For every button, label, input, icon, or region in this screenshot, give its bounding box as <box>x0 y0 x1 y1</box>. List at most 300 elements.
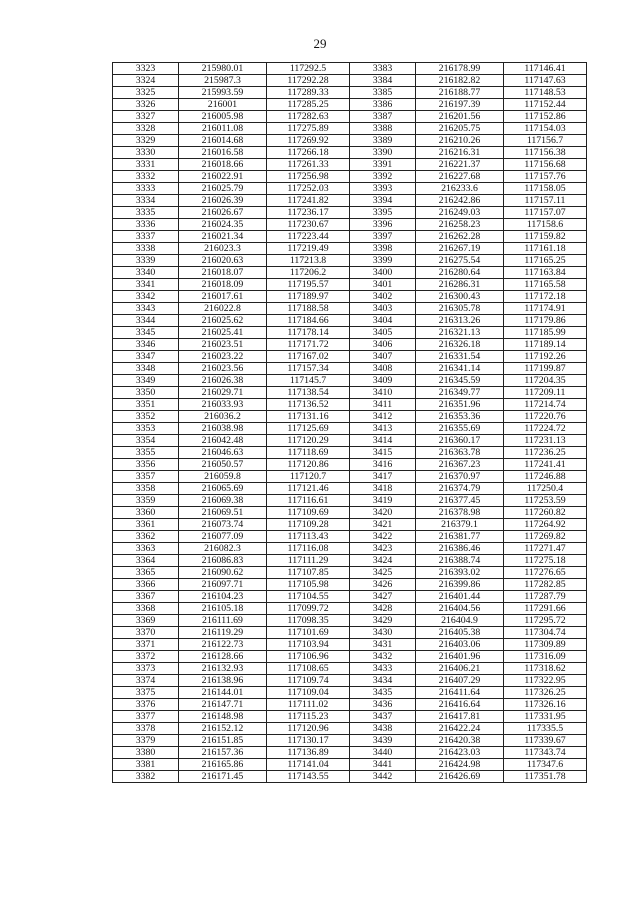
x-coordinate-cell: 216011.08 <box>179 123 267 135</box>
point-number-cell: 3332 <box>113 171 179 183</box>
x-coordinate-cell: 216227.68 <box>416 171 504 183</box>
x-coordinate-cell: 216157.36 <box>179 747 267 759</box>
point-number-cell: 3425 <box>350 567 416 579</box>
table-row <box>113 195 587 207</box>
point-number-cell: 3345 <box>113 327 179 339</box>
y-coordinate-cell: 117158.6 <box>504 219 587 231</box>
point-number-cell: 3340 <box>113 267 179 279</box>
point-number-cell: 3404 <box>350 315 416 327</box>
x-coordinate-cell: 216401.44 <box>416 591 504 603</box>
y-coordinate-cell: 117188.58 <box>267 303 350 315</box>
point-number-cell: 3436 <box>350 699 416 711</box>
x-coordinate-cell: 216407.29 <box>416 675 504 687</box>
y-coordinate-cell: 117109.04 <box>267 687 350 699</box>
y-coordinate-cell: 117159.82 <box>504 231 587 243</box>
y-coordinate-cell: 117285.25 <box>267 99 350 111</box>
table-row <box>113 375 587 387</box>
y-coordinate-cell: 117143.55 <box>267 771 350 783</box>
x-coordinate-cell: 216242.86 <box>416 195 504 207</box>
point-number-cell: 3329 <box>113 135 179 147</box>
point-number-cell: 3336 <box>113 219 179 231</box>
table-row <box>113 567 587 579</box>
x-coordinate-cell: 216411.64 <box>416 687 504 699</box>
x-coordinate-cell: 216178.99 <box>416 63 504 75</box>
y-coordinate-cell: 117120.86 <box>267 459 350 471</box>
y-coordinate-cell: 117351.78 <box>504 771 587 783</box>
point-number-cell: 3378 <box>113 723 179 735</box>
y-coordinate-cell: 117230.67 <box>267 219 350 231</box>
point-number-cell: 3335 <box>113 207 179 219</box>
x-coordinate-cell: 216370.97 <box>416 471 504 483</box>
y-coordinate-cell: 117256.98 <box>267 171 350 183</box>
point-number-cell: 3350 <box>113 387 179 399</box>
x-coordinate-cell: 216331.54 <box>416 351 504 363</box>
x-coordinate-cell: 216416.64 <box>416 699 504 711</box>
x-coordinate-cell: 216069.51 <box>179 507 267 519</box>
point-number-cell: 3414 <box>350 435 416 447</box>
x-coordinate-cell: 216406.21 <box>416 663 504 675</box>
x-coordinate-cell: 216210.26 <box>416 135 504 147</box>
y-coordinate-cell: 117152.44 <box>504 99 587 111</box>
y-coordinate-cell: 117178.14 <box>267 327 350 339</box>
table-row <box>113 555 587 567</box>
y-coordinate-cell: 117156.68 <box>504 159 587 171</box>
x-coordinate-cell: 216020.63 <box>179 255 267 267</box>
y-coordinate-cell: 117192.26 <box>504 351 587 363</box>
y-coordinate-cell: 117107.85 <box>267 567 350 579</box>
x-coordinate-cell: 216152.12 <box>179 723 267 735</box>
y-coordinate-cell: 117266.18 <box>267 147 350 159</box>
x-coordinate-cell: 216221.37 <box>416 159 504 171</box>
point-number-cell: 3398 <box>350 243 416 255</box>
table-row <box>113 699 587 711</box>
point-number-cell: 3365 <box>113 567 179 579</box>
x-coordinate-cell: 216069.38 <box>179 495 267 507</box>
y-coordinate-cell: 117165.58 <box>504 279 587 291</box>
x-coordinate-cell: 215980.01 <box>179 63 267 75</box>
x-coordinate-cell: 216018.07 <box>179 267 267 279</box>
point-number-cell: 3417 <box>350 471 416 483</box>
y-coordinate-cell: 117147.63 <box>504 75 587 87</box>
y-coordinate-cell: 117105.98 <box>267 579 350 591</box>
point-number-cell: 3370 <box>113 627 179 639</box>
table-row <box>113 531 587 543</box>
y-coordinate-cell: 117154.03 <box>504 123 587 135</box>
point-number-cell: 3326 <box>113 99 179 111</box>
y-coordinate-cell: 117106.96 <box>267 651 350 663</box>
point-number-cell: 3372 <box>113 651 179 663</box>
y-coordinate-cell: 117206.2 <box>267 267 350 279</box>
table-row <box>113 63 587 75</box>
table-row <box>113 423 587 435</box>
x-coordinate-cell: 216404.56 <box>416 603 504 615</box>
table-row <box>113 279 587 291</box>
point-number-cell: 3369 <box>113 615 179 627</box>
point-number-cell: 3441 <box>350 759 416 771</box>
coordinates-table <box>112 62 587 783</box>
point-number-cell: 3346 <box>113 339 179 351</box>
point-number-cell: 3341 <box>113 279 179 291</box>
x-coordinate-cell: 216422.24 <box>416 723 504 735</box>
y-coordinate-cell: 117165.25 <box>504 255 587 267</box>
point-number-cell: 3427 <box>350 591 416 603</box>
x-coordinate-cell: 216097.71 <box>179 579 267 591</box>
point-number-cell: 3390 <box>350 147 416 159</box>
table-row <box>113 651 587 663</box>
x-coordinate-cell: 216025.62 <box>179 315 267 327</box>
table-row <box>113 543 587 555</box>
table-row <box>113 507 587 519</box>
table-row <box>113 663 587 675</box>
point-number-cell: 3418 <box>350 483 416 495</box>
table-row <box>113 183 587 195</box>
y-coordinate-cell: 117118.69 <box>267 447 350 459</box>
y-coordinate-cell: 117322.95 <box>504 675 587 687</box>
y-coordinate-cell: 117335.5 <box>504 723 587 735</box>
table-row <box>113 579 587 591</box>
point-number-cell: 3416 <box>350 459 416 471</box>
x-coordinate-cell: 216050.57 <box>179 459 267 471</box>
table-row <box>113 147 587 159</box>
point-number-cell: 3348 <box>113 363 179 375</box>
x-coordinate-cell: 216321.13 <box>416 327 504 339</box>
point-number-cell: 3383 <box>350 63 416 75</box>
table-row <box>113 483 587 495</box>
x-coordinate-cell: 216363.78 <box>416 447 504 459</box>
y-coordinate-cell: 117269.82 <box>504 531 587 543</box>
x-coordinate-cell: 216379.1 <box>416 519 504 531</box>
point-number-cell: 3393 <box>350 183 416 195</box>
point-number-cell: 3397 <box>350 231 416 243</box>
point-number-cell: 3426 <box>350 579 416 591</box>
table-row <box>113 771 587 783</box>
point-number-cell: 3403 <box>350 303 416 315</box>
y-coordinate-cell: 117184.66 <box>267 315 350 327</box>
x-coordinate-cell: 216148.98 <box>179 711 267 723</box>
y-coordinate-cell: 117199.87 <box>504 363 587 375</box>
x-coordinate-cell: 216147.71 <box>179 699 267 711</box>
x-coordinate-cell: 216353.36 <box>416 411 504 423</box>
table-row <box>113 519 587 531</box>
y-coordinate-cell: 117185.99 <box>504 327 587 339</box>
y-coordinate-cell: 117109.69 <box>267 507 350 519</box>
table-row <box>113 459 587 471</box>
table-row <box>113 471 587 483</box>
x-coordinate-cell: 216386.46 <box>416 543 504 555</box>
y-coordinate-cell: 117241.82 <box>267 195 350 207</box>
x-coordinate-cell: 216005.98 <box>179 111 267 123</box>
y-coordinate-cell: 117246.88 <box>504 471 587 483</box>
x-coordinate-cell: 216077.09 <box>179 531 267 543</box>
table-row <box>113 675 587 687</box>
point-number-cell: 3363 <box>113 543 179 555</box>
x-coordinate-cell: 216305.78 <box>416 303 504 315</box>
y-coordinate-cell: 117130.17 <box>267 735 350 747</box>
point-number-cell: 3354 <box>113 435 179 447</box>
point-number-cell: 3328 <box>113 123 179 135</box>
x-coordinate-cell: 216404.9 <box>416 615 504 627</box>
x-coordinate-cell: 216105.18 <box>179 603 267 615</box>
y-coordinate-cell: 117189.14 <box>504 339 587 351</box>
table-row <box>113 315 587 327</box>
y-coordinate-cell: 117157.34 <box>267 363 350 375</box>
y-coordinate-cell: 117098.35 <box>267 615 350 627</box>
point-number-cell: 3325 <box>113 87 179 99</box>
point-number-cell: 3402 <box>350 291 416 303</box>
x-coordinate-cell: 216026.67 <box>179 207 267 219</box>
point-number-cell: 3408 <box>350 363 416 375</box>
y-coordinate-cell: 117250.4 <box>504 483 587 495</box>
table-row <box>113 735 587 747</box>
table-row <box>113 303 587 315</box>
y-coordinate-cell: 117223.44 <box>267 231 350 243</box>
x-coordinate-cell: 216403.06 <box>416 639 504 651</box>
y-coordinate-cell: 117163.84 <box>504 267 587 279</box>
x-coordinate-cell: 216267.19 <box>416 243 504 255</box>
y-coordinate-cell: 117343.74 <box>504 747 587 759</box>
y-coordinate-cell: 117146.41 <box>504 63 587 75</box>
x-coordinate-cell: 216165.86 <box>179 759 267 771</box>
y-coordinate-cell: 117271.47 <box>504 543 587 555</box>
point-number-cell: 3405 <box>350 327 416 339</box>
point-number-cell: 3431 <box>350 639 416 651</box>
x-coordinate-cell: 216423.03 <box>416 747 504 759</box>
point-number-cell: 3406 <box>350 339 416 351</box>
y-coordinate-cell: 117109.74 <box>267 675 350 687</box>
point-number-cell: 3357 <box>113 471 179 483</box>
y-coordinate-cell: 117292.28 <box>267 75 350 87</box>
x-coordinate-cell: 216360.17 <box>416 435 504 447</box>
y-coordinate-cell: 117099.72 <box>267 603 350 615</box>
x-coordinate-cell: 216023.56 <box>179 363 267 375</box>
y-coordinate-cell: 117326.16 <box>504 699 587 711</box>
y-coordinate-cell: 117136.89 <box>267 747 350 759</box>
table-row <box>113 495 587 507</box>
x-coordinate-cell: 216349.77 <box>416 387 504 399</box>
y-coordinate-cell: 117236.25 <box>504 447 587 459</box>
point-number-cell: 3366 <box>113 579 179 591</box>
x-coordinate-cell: 216420.38 <box>416 735 504 747</box>
y-coordinate-cell: 117138.54 <box>267 387 350 399</box>
table-row <box>113 447 587 459</box>
table-row <box>113 75 587 87</box>
x-coordinate-cell: 215993.59 <box>179 87 267 99</box>
y-coordinate-cell: 117161.18 <box>504 243 587 255</box>
x-coordinate-cell: 216022.8 <box>179 303 267 315</box>
point-number-cell: 3399 <box>350 255 416 267</box>
point-number-cell: 3411 <box>350 399 416 411</box>
y-coordinate-cell: 117331.95 <box>504 711 587 723</box>
point-number-cell: 3377 <box>113 711 179 723</box>
table-row <box>113 411 587 423</box>
point-number-cell: 3388 <box>350 123 416 135</box>
table-row <box>113 399 587 411</box>
x-coordinate-cell: 216018.66 <box>179 159 267 171</box>
x-coordinate-cell: 216016.58 <box>179 147 267 159</box>
x-coordinate-cell: 216042.48 <box>179 435 267 447</box>
y-coordinate-cell: 117316.09 <box>504 651 587 663</box>
point-number-cell: 3380 <box>113 747 179 759</box>
x-coordinate-cell: 216119.29 <box>179 627 267 639</box>
x-coordinate-cell: 216104.23 <box>179 591 267 603</box>
x-coordinate-cell: 216399.86 <box>416 579 504 591</box>
table-row <box>113 243 587 255</box>
y-coordinate-cell: 117109.28 <box>267 519 350 531</box>
x-coordinate-cell: 216001 <box>179 99 267 111</box>
point-number-cell: 3356 <box>113 459 179 471</box>
table-row <box>113 231 587 243</box>
table-row <box>113 615 587 627</box>
y-coordinate-cell: 117261.33 <box>267 159 350 171</box>
y-coordinate-cell: 117167.02 <box>267 351 350 363</box>
point-number-cell: 3439 <box>350 735 416 747</box>
x-coordinate-cell: 216378.98 <box>416 507 504 519</box>
point-number-cell: 3437 <box>350 711 416 723</box>
y-coordinate-cell: 117276.65 <box>504 567 587 579</box>
y-coordinate-cell: 117174.91 <box>504 303 587 315</box>
x-coordinate-cell: 216059.8 <box>179 471 267 483</box>
y-coordinate-cell: 117189.97 <box>267 291 350 303</box>
y-coordinate-cell: 117241.41 <box>504 459 587 471</box>
point-number-cell: 3430 <box>350 627 416 639</box>
table-row <box>113 627 587 639</box>
x-coordinate-cell: 216197.39 <box>416 99 504 111</box>
y-coordinate-cell: 117157.07 <box>504 207 587 219</box>
point-number-cell: 3351 <box>113 399 179 411</box>
y-coordinate-cell: 117195.57 <box>267 279 350 291</box>
point-number-cell: 3359 <box>113 495 179 507</box>
y-coordinate-cell: 117145.7 <box>267 375 350 387</box>
table-row <box>113 591 587 603</box>
table-row <box>113 267 587 279</box>
x-coordinate-cell: 216258.23 <box>416 219 504 231</box>
table-row <box>113 687 587 699</box>
x-coordinate-cell: 216138.96 <box>179 675 267 687</box>
y-coordinate-cell: 117121.46 <box>267 483 350 495</box>
x-coordinate-cell: 216151.85 <box>179 735 267 747</box>
point-number-cell: 3421 <box>350 519 416 531</box>
x-coordinate-cell: 216018.09 <box>179 279 267 291</box>
x-coordinate-cell: 216367.23 <box>416 459 504 471</box>
y-coordinate-cell: 117289.33 <box>267 87 350 99</box>
x-coordinate-cell: 216424.98 <box>416 759 504 771</box>
x-coordinate-cell: 216023.51 <box>179 339 267 351</box>
point-number-cell: 3334 <box>113 195 179 207</box>
y-coordinate-cell: 117104.55 <box>267 591 350 603</box>
x-coordinate-cell: 216201.56 <box>416 111 504 123</box>
point-number-cell: 3361 <box>113 519 179 531</box>
y-coordinate-cell: 117231.13 <box>504 435 587 447</box>
y-coordinate-cell: 117269.92 <box>267 135 350 147</box>
table-row <box>113 171 587 183</box>
table-row <box>113 603 587 615</box>
table-row <box>113 759 587 771</box>
point-number-cell: 3419 <box>350 495 416 507</box>
point-number-cell: 3392 <box>350 171 416 183</box>
table-row <box>113 351 587 363</box>
x-coordinate-cell: 216313.26 <box>416 315 504 327</box>
point-number-cell: 3442 <box>350 771 416 783</box>
y-coordinate-cell: 117157.11 <box>504 195 587 207</box>
point-number-cell: 3371 <box>113 639 179 651</box>
table-row <box>113 135 587 147</box>
point-number-cell: 3413 <box>350 423 416 435</box>
point-number-cell: 3412 <box>350 411 416 423</box>
table-row <box>113 747 587 759</box>
point-number-cell: 3338 <box>113 243 179 255</box>
y-coordinate-cell: 117152.86 <box>504 111 587 123</box>
y-coordinate-cell: 117209.11 <box>504 387 587 399</box>
x-coordinate-cell: 216144.01 <box>179 687 267 699</box>
y-coordinate-cell: 117116.08 <box>267 543 350 555</box>
x-coordinate-cell: 216025.41 <box>179 327 267 339</box>
point-number-cell: 3438 <box>350 723 416 735</box>
x-coordinate-cell: 216405.38 <box>416 627 504 639</box>
point-number-cell: 3382 <box>113 771 179 783</box>
y-coordinate-cell: 117125.69 <box>267 423 350 435</box>
table-row <box>113 207 587 219</box>
point-number-cell: 3339 <box>113 255 179 267</box>
point-number-cell: 3428 <box>350 603 416 615</box>
table-row <box>113 363 587 375</box>
x-coordinate-cell: 216029.71 <box>179 387 267 399</box>
point-number-cell: 3420 <box>350 507 416 519</box>
point-number-cell: 3379 <box>113 735 179 747</box>
y-coordinate-cell: 117264.92 <box>504 519 587 531</box>
point-number-cell: 3344 <box>113 315 179 327</box>
x-coordinate-cell: 216401.96 <box>416 651 504 663</box>
point-number-cell: 3391 <box>350 159 416 171</box>
x-coordinate-cell: 216128.66 <box>179 651 267 663</box>
x-coordinate-cell: 216249.03 <box>416 207 504 219</box>
table-row <box>113 711 587 723</box>
x-coordinate-cell: 216188.77 <box>416 87 504 99</box>
point-number-cell: 3364 <box>113 555 179 567</box>
y-coordinate-cell: 117213.8 <box>267 255 350 267</box>
point-number-cell: 3440 <box>350 747 416 759</box>
point-number-cell: 3327 <box>113 111 179 123</box>
table-row <box>113 123 587 135</box>
x-coordinate-cell: 216300.43 <box>416 291 504 303</box>
x-coordinate-cell: 215987.3 <box>179 75 267 87</box>
y-coordinate-cell: 117204.35 <box>504 375 587 387</box>
x-coordinate-cell: 216122.73 <box>179 639 267 651</box>
x-coordinate-cell: 216090.62 <box>179 567 267 579</box>
y-coordinate-cell: 117214.74 <box>504 399 587 411</box>
x-coordinate-cell: 216351.96 <box>416 399 504 411</box>
x-coordinate-cell: 216216.31 <box>416 147 504 159</box>
x-coordinate-cell: 216082.3 <box>179 543 267 555</box>
table-row <box>113 87 587 99</box>
x-coordinate-cell: 216024.35 <box>179 219 267 231</box>
x-coordinate-cell: 216326.18 <box>416 339 504 351</box>
y-coordinate-cell: 117275.89 <box>267 123 350 135</box>
x-coordinate-cell: 216132.93 <box>179 663 267 675</box>
y-coordinate-cell: 117156.38 <box>504 147 587 159</box>
y-coordinate-cell: 117111.29 <box>267 555 350 567</box>
x-coordinate-cell: 216022.91 <box>179 171 267 183</box>
point-number-cell: 3323 <box>113 63 179 75</box>
point-number-cell: 3429 <box>350 615 416 627</box>
y-coordinate-cell: 117318.62 <box>504 663 587 675</box>
x-coordinate-cell: 216038.98 <box>179 423 267 435</box>
x-coordinate-cell: 216026.39 <box>179 195 267 207</box>
x-coordinate-cell: 216205.75 <box>416 123 504 135</box>
point-number-cell: 3355 <box>113 447 179 459</box>
y-coordinate-cell: 117295.72 <box>504 615 587 627</box>
point-number-cell: 3360 <box>113 507 179 519</box>
y-coordinate-cell: 117326.25 <box>504 687 587 699</box>
